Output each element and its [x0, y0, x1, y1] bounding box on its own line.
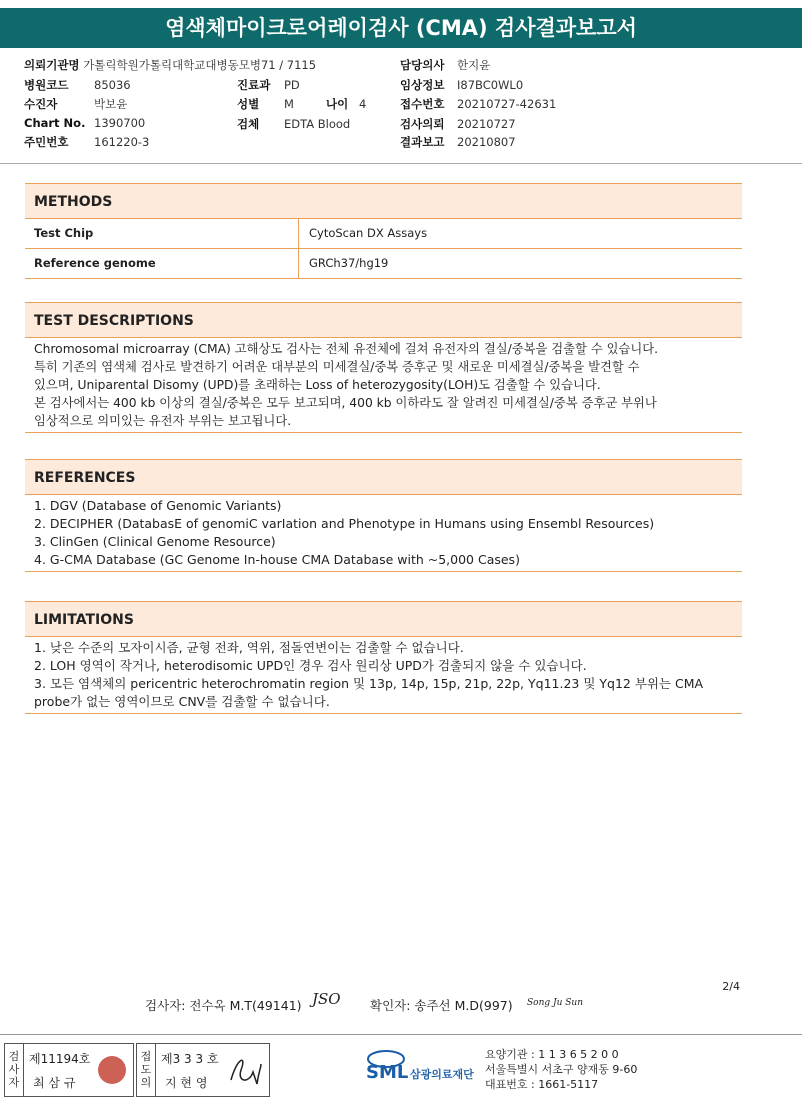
box1-name: 최 삼 규	[33, 1076, 76, 1090]
examiner-signature: JSO	[312, 990, 341, 1008]
footer	[0, 1034, 802, 1104]
confirmer-signature: Song Ju Sun	[527, 998, 584, 1008]
method-key: Test Chip	[25, 219, 299, 248]
reference-line: 2. DECIPHER (DatabasE of genomiC varIation and Phenotype in Humans using Ensembl Resources)	[34, 516, 655, 531]
examiner-text: 검사자: 전수옥 M.T(49141)	[145, 998, 302, 1013]
header-divider	[0, 163, 802, 164]
dept-row	[237, 77, 300, 93]
institution-row	[24, 57, 316, 73]
resident-label: 주민번호	[24, 135, 69, 149]
clinical-value: I87BC0WL0	[457, 78, 524, 92]
age-label: 나이	[326, 97, 349, 111]
request-row	[400, 116, 516, 132]
method-key: Reference genome	[25, 249, 299, 278]
sex-value: M	[284, 97, 294, 111]
signature-icon	[227, 1050, 263, 1090]
limitation-line: 2. LOH 영역이 작거나, heterodisomic UPD인 경우 검사 원리상 UPD가 검출되지 않을 수 있습니다.	[34, 658, 587, 673]
limitation-line: 1. 낮은 수준의 모자이시즘, 균형 전좌, 역위, 점돌연변이는 검출할 수 없습니다.	[34, 640, 464, 655]
institution-value: 가톨릭학원가톨릭대학교대병동모병71 / 7115	[83, 58, 317, 72]
box2-divider	[155, 1044, 156, 1096]
patient-label: 수진자	[24, 97, 58, 111]
receipt-row	[400, 96, 556, 112]
chart-row	[24, 116, 145, 130]
method-value: CytoScan DX Assays	[309, 226, 428, 240]
references-section	[25, 459, 742, 572]
certificate-box-2	[136, 1043, 270, 1097]
limitations-body	[25, 637, 742, 714]
description-line: 본 검사에서는 400 kb 이상의 결실/중복은 모두 보고되며, 400 kb 이하라도 잘 알려진 미세결실/중복 증후군 부위나	[34, 396, 657, 410]
phone: 대표번호 : 1661-5117	[485, 1078, 599, 1091]
page-number: 2/4	[722, 980, 740, 993]
methods-section	[25, 183, 742, 279]
chart-value: 1390700	[94, 116, 146, 130]
receipt-label: 접수번호	[400, 97, 445, 111]
sex-row	[237, 96, 366, 112]
clinical-label: 임상정보	[400, 78, 445, 92]
limitations-heading: LIMITATIONS	[25, 601, 742, 637]
patient-value: 박보윤	[94, 97, 128, 111]
care-code: 요양기관 : 1 1 3 6 5 2 0 0	[485, 1048, 619, 1061]
dept-value: PD	[284, 78, 300, 92]
reference-line: 3. ClinGen (Clinical Genome Resource)	[34, 534, 276, 549]
address: 서울특별시 서초구 양재동 9-60	[485, 1063, 638, 1076]
receipt-value: 20210727-42631	[457, 97, 557, 111]
age-value: 4	[359, 97, 367, 111]
patient-row	[24, 96, 127, 112]
clinical-row	[400, 77, 523, 93]
box2-number: 제3 3 3 호	[161, 1052, 219, 1066]
request-label: 검사의뢰	[400, 117, 445, 131]
limitations-section	[25, 601, 742, 714]
chart-label: Chart No.	[24, 116, 86, 130]
institution-label: 의뢰기관명	[24, 58, 80, 72]
report-row	[400, 134, 516, 150]
confirmer-text: 확인자: 송주선 M.D(997)	[370, 998, 513, 1013]
sex-label: 성별	[237, 97, 260, 111]
references-body	[25, 495, 742, 572]
method-row	[25, 249, 742, 279]
test-descriptions-section	[25, 302, 742, 433]
box1-vertical-label: 검사자	[8, 1050, 20, 1089]
logo-text: SML	[366, 1062, 409, 1083]
specimen-value: EDTA Blood	[284, 117, 351, 131]
report-label: 결과보고	[400, 135, 445, 149]
method-row	[25, 219, 742, 249]
hospital-code-label: 병원코드	[24, 78, 69, 92]
seal-icon	[98, 1056, 126, 1084]
box2-name: 지 현 영	[165, 1076, 208, 1090]
hospital-code-row	[24, 77, 131, 93]
description-line: 특히 기존의 염색체 검사로 발견하기 어려운 대부분의 미세결실/중복 증후군 및 새로운 미세결실/중복을 발견할 수	[34, 360, 640, 374]
methods-heading: METHODS	[25, 183, 742, 219]
hospital-code-value: 85036	[94, 78, 131, 92]
reference-line: 4. G-CMA Database (GC Genome In-house CMA Database with ~5,000 Cases)	[34, 552, 520, 567]
certificate-box-1	[4, 1043, 134, 1097]
resident-value: 161220-3	[94, 135, 150, 149]
description-line: 있으며, Uniparental Disomy (UPD)를 초래하는 Loss of heterozygosity(LOH)도 검출할 수 있습니다.	[34, 378, 601, 392]
limitation-line: probe가 없는 영역이므로 CNV를 검출할 수 없습니다.	[34, 694, 330, 709]
doctor-row	[400, 57, 490, 73]
references-heading: REFERENCES	[25, 459, 742, 495]
request-value: 20210727	[457, 117, 516, 131]
specimen-row	[237, 116, 350, 132]
description-line: Chromosomal microarray (CMA) 고해상도 검사는 전체 유전체에 걸쳐 유전자의 결실/중복을 검출할 수 있습니다.	[34, 342, 659, 356]
limitation-line: 3. 모든 염색체의 pericentric heterochromatin region 및 13p, 14p, 15p, 21p, 22p, Yq11.23 및 Yq12 부위는 CMA	[34, 676, 704, 691]
box1-divider	[23, 1044, 24, 1096]
specimen-label: 검체	[237, 117, 260, 131]
report-title: 염색체마이크로어레이검사 (CMA) 검사결과보고서	[0, 8, 802, 48]
doctor-label: 담당의사	[400, 58, 445, 72]
resident-row	[24, 134, 149, 150]
method-value: GRCh37/hg19	[309, 256, 389, 270]
description-line: 임상적으로 의미있는 유전자 부위는 보고됩니다.	[34, 414, 292, 428]
doctor-value: 한지윤	[457, 58, 491, 72]
report-value: 20210807	[457, 135, 516, 149]
footer-info	[485, 1047, 637, 1092]
reference-line: 1. DGV (Database of Genomic Variants)	[34, 498, 282, 513]
box2-vertical-label: 접도의	[140, 1050, 152, 1089]
test-descriptions-heading: TEST DESCRIPTIONS	[25, 302, 742, 338]
org-name: 삼광의료재단	[410, 1068, 474, 1081]
dept-label: 진료과	[237, 78, 271, 92]
box1-number: 제11194호	[29, 1052, 91, 1066]
test-descriptions-body	[25, 338, 742, 433]
